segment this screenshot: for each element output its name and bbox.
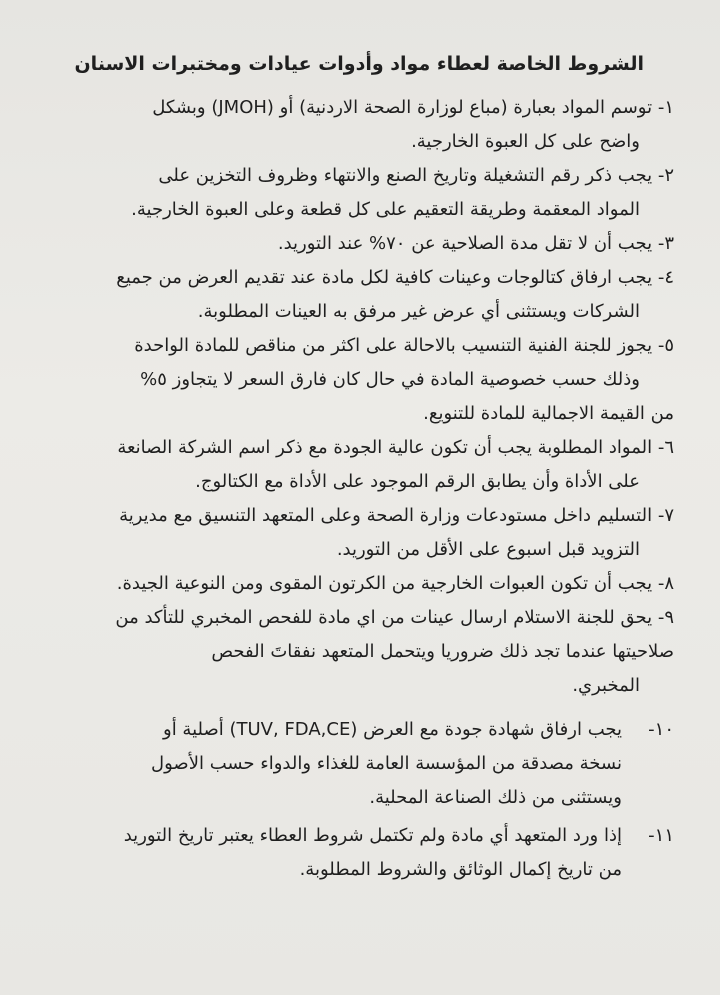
clause-number: ٦- bbox=[657, 436, 674, 458]
clause-text: يجب أن تكون العبوات الخارجية من الكرتون المقوى ومن النوعية الجيدة. bbox=[116, 572, 653, 594]
clause-text: نسخة مصدقة من المؤسسة العامة للغذاء والدواء حسب الأصول bbox=[151, 752, 622, 774]
clause-text: الشركات ويستثنى أي عرض غير مرفق به العينات المطلوبة. bbox=[197, 300, 640, 322]
clause-text: يجب أن لا تقل مدة الصلاحية عن ٧٠% عند التوريد. bbox=[277, 232, 653, 254]
clause-text: يجوز للجنة الفنية التنسيب بالاحالة على اكثر من مناقص للمادة الواحدة bbox=[134, 334, 653, 356]
clause-text: من القيمة الاجمالية للمادة للتنويع. bbox=[423, 402, 674, 424]
clause-2 bbox=[40, 159, 674, 227]
clause-6 bbox=[40, 431, 674, 499]
clause-text: التزويد قبل اسبوع على الأقل من التوريد. bbox=[336, 538, 640, 560]
clause-8 bbox=[40, 567, 674, 601]
clause-number: ١- bbox=[657, 96, 674, 118]
clause-text: على الأداة وأن يطابق الرقم الموجود على الأداة مع الكتالوج. bbox=[195, 470, 640, 492]
clause-number: ٣- bbox=[657, 232, 674, 254]
clause-text: واضح على كل العبوة الخارجية. bbox=[411, 130, 640, 152]
clause-5 bbox=[40, 329, 674, 431]
clause-10 bbox=[40, 713, 674, 815]
clause-number: ٤- bbox=[657, 266, 674, 288]
clause-7 bbox=[40, 499, 674, 567]
clause-text: صلاحيتها عندما تجد ذلك ضروريا ويتحمل المتعهد نفقاتَ الفحص bbox=[211, 640, 674, 662]
clause-number: ٧- bbox=[657, 504, 674, 526]
clause-11 bbox=[40, 819, 674, 887]
clause-text: يجب ارفاق شهادة جودة مع العرض (TUV, FDA,CE) أصلية أو bbox=[163, 718, 622, 740]
clauses-list bbox=[40, 91, 674, 887]
document-title: الشروط الخاصة لعطاء مواد وأدوات عيادات ومختبرات الاسنان bbox=[74, 53, 644, 75]
clause-text: توسم المواد بعبارة (مباع لوزارة الصحة الاردنية) أو (JMOH) وبشكل bbox=[152, 96, 653, 118]
clause-text: المواد المعقمة وطريقة التعقيم على كل قطعة وعلى العبوة الخارجية. bbox=[131, 198, 640, 220]
clause-number: ٥- bbox=[657, 334, 674, 356]
clause-9 bbox=[40, 601, 674, 703]
clause-text: يجب ارفاق كتالوجات وعينات كافية لكل مادة عند تقديم العرض من جميع bbox=[116, 266, 653, 288]
clause-number: ١٠- bbox=[648, 718, 674, 740]
clause-3 bbox=[40, 227, 674, 261]
clause-text: المخبري. bbox=[572, 674, 640, 696]
clause-text: يحق للجنة الاستلام ارسال عينات من اي مادة للفحص المخبري للتأكد من bbox=[115, 606, 653, 628]
clause-4 bbox=[40, 261, 674, 329]
clause-text: وذلك حسب خصوصية المادة في حال كان فارق السعر لا يتجاوز ٥% bbox=[140, 368, 640, 390]
clause-text: التسليم داخل مستودعات وزارة الصحة وعلى المتعهد التنسيق مع مديرية bbox=[119, 504, 653, 526]
clause-text: يجب ذكر رقم التشغيلة وتاريخ الصنع والانتهاء وظروف التخزين على bbox=[158, 164, 653, 186]
clause-number: ١١- bbox=[648, 824, 674, 846]
clause-text: المواد المطلوبة يجب أن تكون عالية الجودة مع ذكر اسم الشركة الصانعة bbox=[117, 436, 653, 458]
clause-1 bbox=[40, 91, 674, 159]
clause-number: ٨- bbox=[657, 572, 674, 594]
clause-number: ٢- bbox=[657, 164, 674, 186]
clause-text: ويستثنى من ذلك الصناعة المحلية. bbox=[369, 786, 622, 808]
clause-number: ٩- bbox=[657, 606, 674, 628]
clause-text: إذا ورد المتعهد أي مادة ولم تكتمل شروط العطاء يعتبر تاريخ التوريد bbox=[123, 824, 622, 846]
clause-text: من تاريخ إكمال الوثائق والشروط المطلوبة. bbox=[299, 858, 622, 880]
